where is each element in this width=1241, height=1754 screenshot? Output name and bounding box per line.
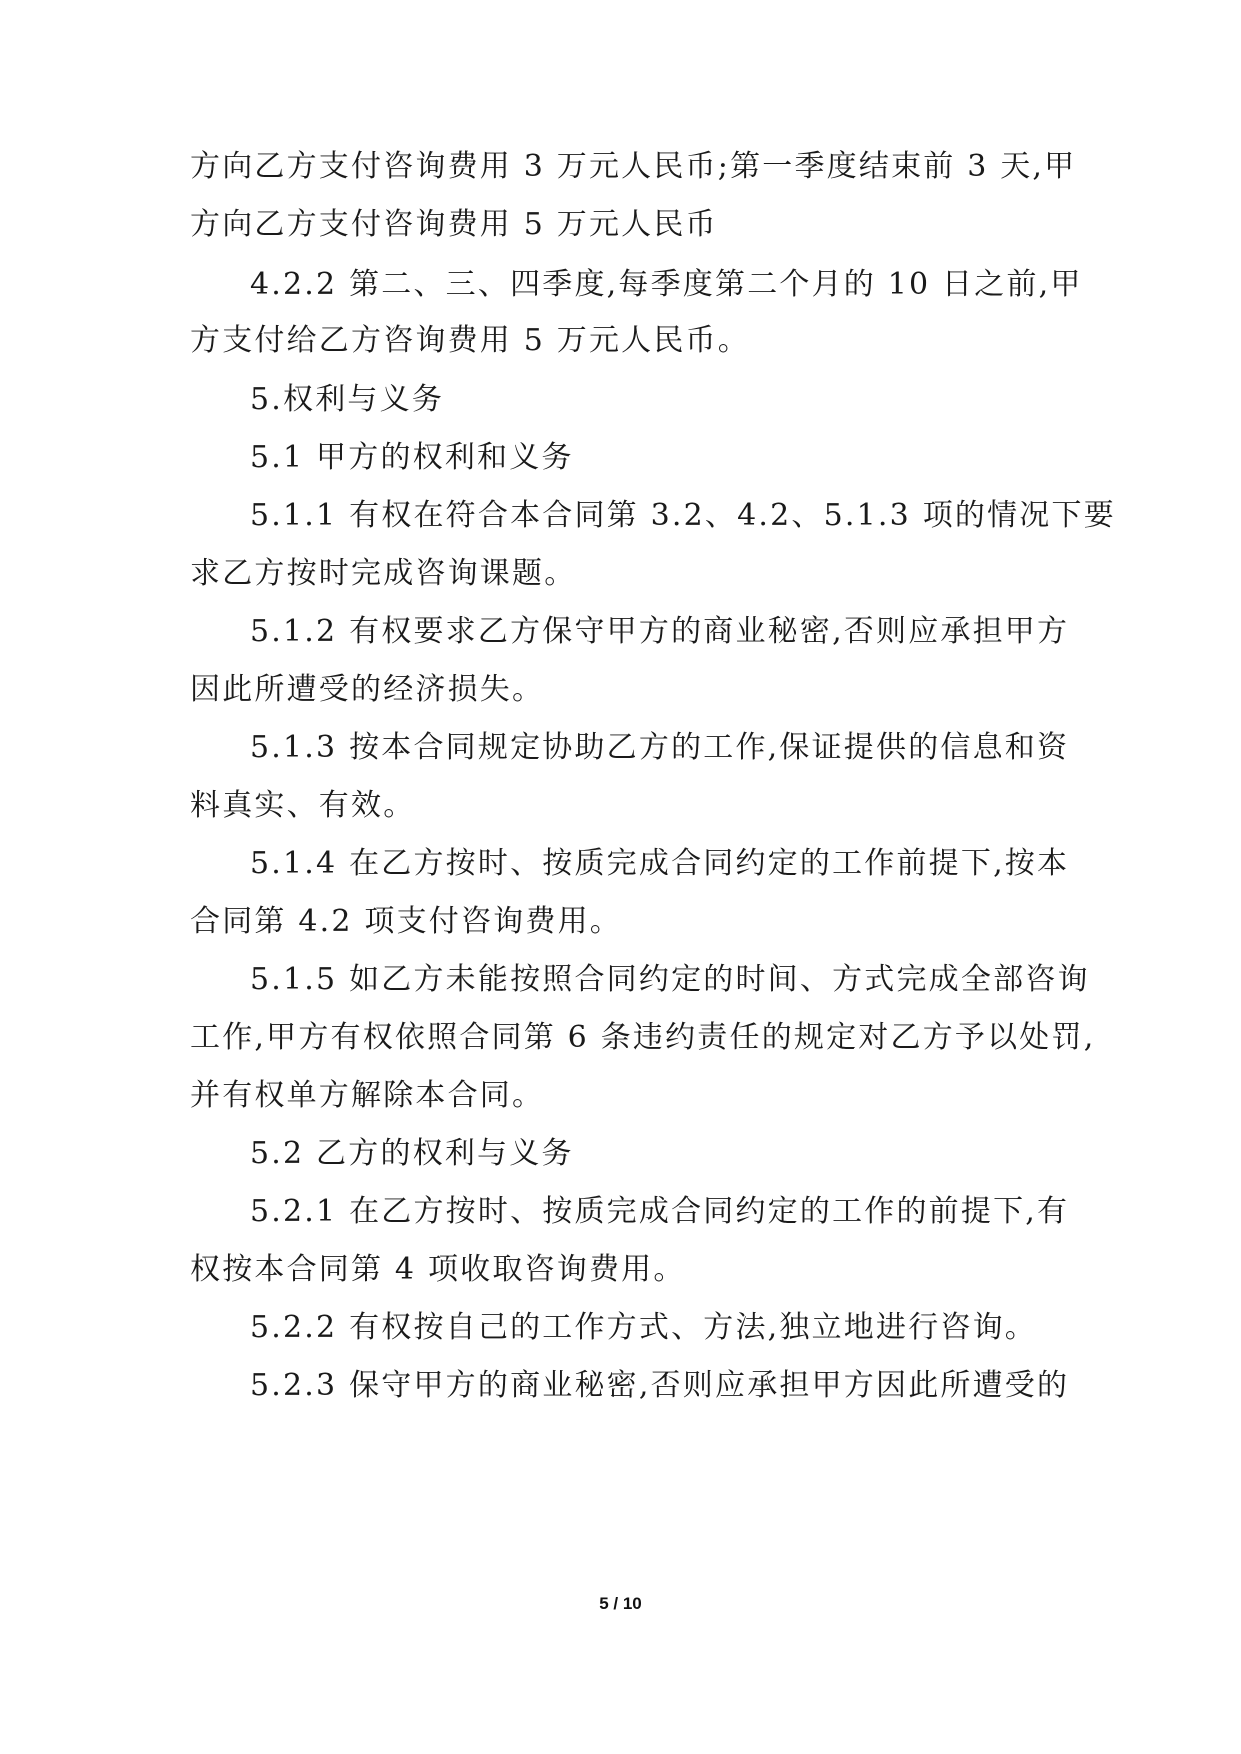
text-line: 5.1.2 有权要求乙方保守甲方的商业秘密,否则应承担甲方	[250, 614, 1070, 649]
text-line: 权按本合同第 4 项收取咨询费用。	[190, 1252, 686, 1287]
text-line: 因此所遭受的经济损失。	[190, 672, 545, 707]
text-line: 方向乙方支付咨询费用 5 万元人民币	[190, 207, 718, 242]
text-line: 5.2.1 在乙方按时、按质完成合同约定的工作的前提下,有	[250, 1194, 1070, 1229]
text-line: 4.2.2 第二、三、四季度,每季度第二个月的 10 日之前,甲	[250, 267, 1083, 302]
text-line: 5.2.2 有权按自己的工作方式、方法,独立地进行咨询。	[250, 1310, 1038, 1345]
text-line: 料真实、有效。	[190, 788, 416, 823]
subsection-heading: 5.1 甲方的权利和义务	[250, 440, 574, 475]
text-line: 方支付给乙方咨询费用 5 万元人民币。	[190, 323, 750, 358]
text-line: 5.1.3 按本合同规定协助乙方的工作,保证提供的信息和资	[250, 730, 1070, 765]
section-heading: 5.权利与义务	[250, 382, 445, 417]
text-line: 5.2.3 保守甲方的商业秘密,否则应承担甲方因此所遭受的	[250, 1368, 1070, 1403]
text-line: 工作,甲方有权依照合同第 6 条违约责任的规定对乙方予以处罚,	[190, 1020, 1096, 1055]
text-line: 5.1.5 如乙方未能按照合同约定的时间、方式完成全部咨询	[250, 962, 1090, 997]
text-line: 方向乙方支付咨询费用 3 万元人民币;第一季度结束前 3 天,甲	[190, 149, 1077, 184]
subsection-heading: 5.2 乙方的权利与义务	[250, 1136, 574, 1171]
text-line: 5.1.1 有权在符合本合同第 3.2、4.2、5.1.3 项的情况下要	[250, 498, 1116, 533]
text-line: 5.1.4 在乙方按时、按质完成合同约定的工作前提下,按本	[250, 846, 1070, 881]
text-line: 求乙方按时完成咨询课题。	[190, 556, 577, 591]
text-line: 并有权单方解除本合同。	[190, 1078, 545, 1113]
text-line: 合同第 4.2 项支付咨询费用。	[190, 904, 622, 939]
page-number: 5 / 10	[599, 1594, 642, 1613]
